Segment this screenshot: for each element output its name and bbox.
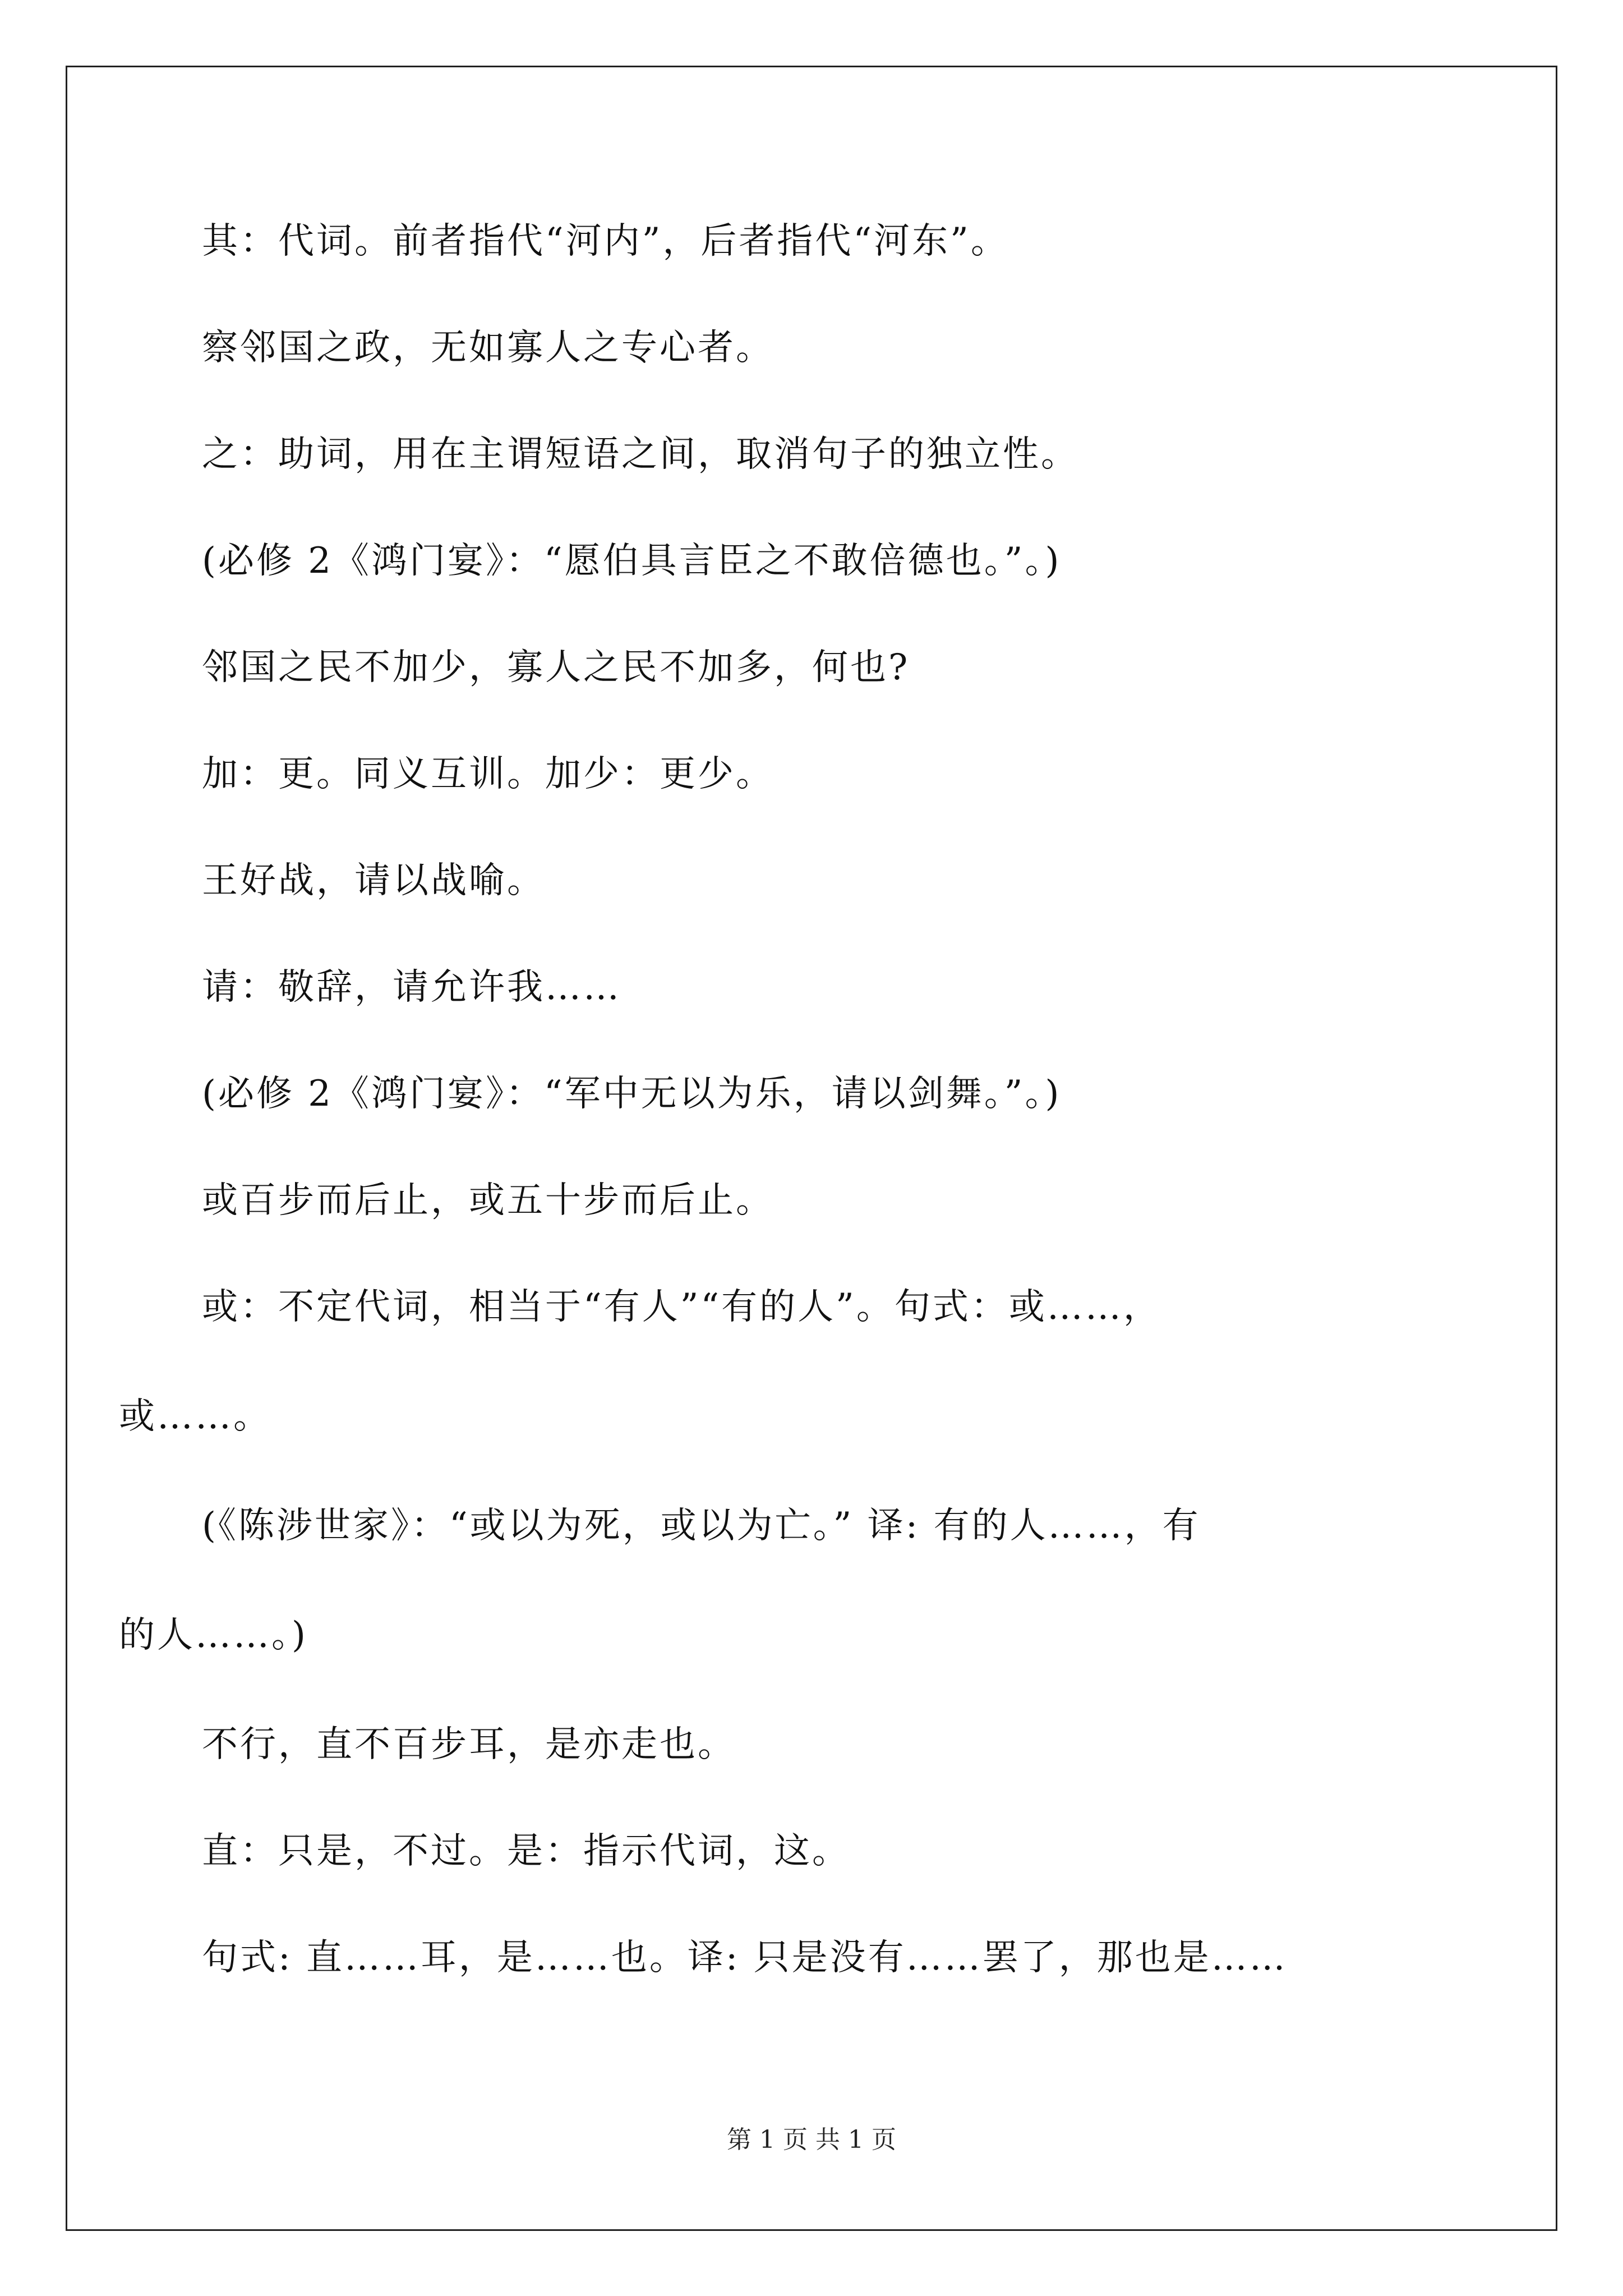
text-line: 不行，直不百步耳，是亦走也。	[202, 1724, 736, 1765]
text-line: (必修 2《鸿门宴》：“愿伯具言臣之不敢倍德也。”。)	[202, 540, 1062, 582]
text-line: (《陈涉世家》：“或以为死，或以为亡。” 译: 有的人……，有	[202, 1505, 1201, 1547]
text-line: (必修 2《鸿门宴》：“军中无以为乐，请以剑舞。”。)	[202, 1073, 1062, 1115]
text-line-continuation: 或……。	[119, 1396, 271, 1437]
text-line: 察邻国之政，无如寡人之专心者。	[202, 327, 774, 369]
text-line: 邻国之民不加少，寡人之民不加多，何也?	[202, 647, 910, 688]
text-line: 之：助词，用在主谓短语之间，取消句子的独立性。	[202, 434, 1079, 475]
text-line: 或百步而后止，或五十步而后止。	[202, 1180, 774, 1221]
text-line: 其：代词。前者指代“河内”，后者指代“河东”。	[202, 220, 1009, 262]
page-number-footer: 第 1 页 共 1 页	[727, 2125, 896, 2154]
page-border	[66, 66, 1557, 2231]
text-line: 请：敬辞，请允许我……	[202, 967, 621, 1008]
text-line: 或：不定代词，相当于“有人”“有的人”。句式：或……，	[202, 1286, 1161, 1328]
text-line: 王好战，请以战喻。	[202, 860, 545, 901]
text-line-continuation: 的人……。)	[119, 1614, 308, 1656]
text-line: 直：只是，不过。是：指示代词，这。	[202, 1830, 850, 1872]
text-line: 加：更。同义互训。加少：更少。	[202, 753, 774, 795]
text-line: 句式: 直……耳，是……也。译: 只是没有……罢了，那也是……	[202, 1937, 1288, 1978]
